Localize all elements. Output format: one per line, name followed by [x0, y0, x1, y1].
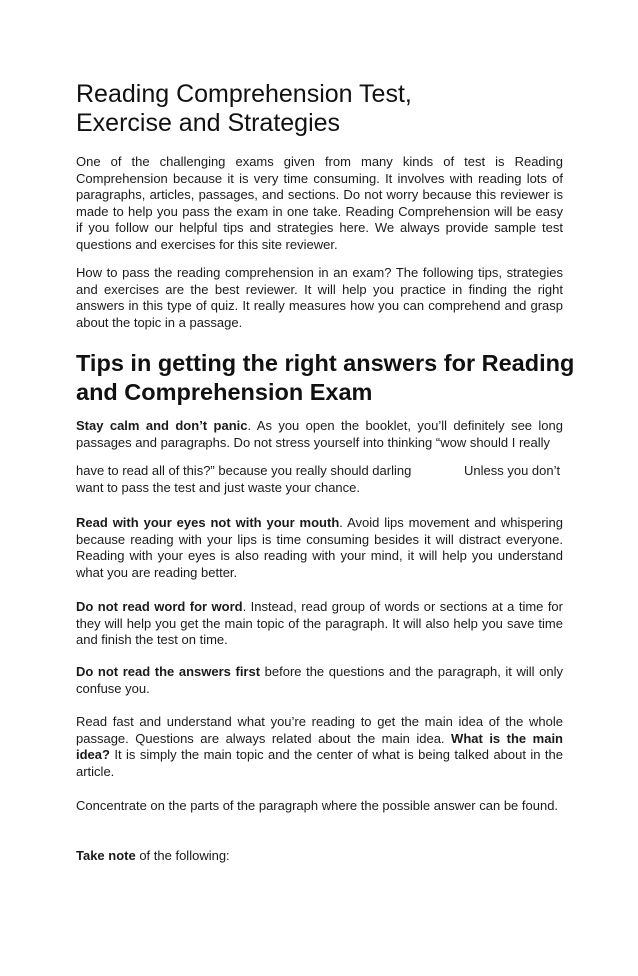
- tip-stay-calm-line-3-right: Unless you don’t: [464, 463, 561, 478]
- intro-paragraph-2: How to pass the reading comprehension in an exam? The following tips, strategies and exercises are the best reviewer. It will help you practice in finding the right answers in this type of quiz. It really measures how you can comprehend and grasp about the topic in a passage.: [76, 265, 563, 330]
- heading-line-1: Tips in getting the right answers for Reading: [76, 350, 575, 376]
- tip-read-eyes-text: . Avoid lips movement and whispering because reading with your lips is time consuming besides it will distract everyone. Reading with your eyes is also reading with your mind, it will help you understand what you are reading better.: [76, 515, 563, 580]
- tip-word-for-word-bold: Do not read word for word: [76, 599, 243, 614]
- tip-take-note-bold: Take note: [76, 848, 136, 863]
- document-title: [76, 80, 576, 138]
- tip-answers-first: [76, 664, 563, 697]
- tip-stay-calm-text: . As you open the booklet, you’ll definitely see long passages and paragraphs. Do not stress yourself into thinking “wow should I really: [76, 418, 563, 450]
- intro-paragraph-1: One of the challenging exams given from many kinds of test is Reading Comprehension because it is very time consuming. It involves with reading lots of paragraphs, articles, passages, and sections. Do not worry because this reviewer is made to help you pass the exam in one take. Reading Comprehension will be easy if you follow our helpful tips and strategies here. We always provide sample test questions and exercises for this site reviewer.: [76, 154, 563, 252]
- tip-answers-first-text: before the questions and the paragraph, it will only confuse you.: [76, 664, 563, 696]
- tip-stay-calm-line-4: want to pass the test and just waste your chance.: [76, 480, 360, 495]
- tip-read-fast: [76, 714, 563, 780]
- tip-word-for-word-text: . Instead, read group of words or sections at a time for they will help you get the main topic of the paragraph. It will also help you save time and finish the test on time.: [76, 599, 563, 648]
- title-line-2: Exercise and Strategies: [76, 109, 341, 137]
- tip-stay-calm-bold: Stay calm and don’t panic: [76, 418, 248, 433]
- tip-concentrate: Concentrate on the parts of the paragraph where the possible answer can be found.: [76, 798, 559, 813]
- tip-answers-first-bold: Do not read the answers first: [76, 664, 261, 679]
- title-line-1: Reading Comprehension Test,: [76, 80, 412, 108]
- tip-read-fast-bold: What is the main idea?: [76, 730, 564, 763]
- heading-line-2: and Comprehension Exam: [76, 379, 373, 405]
- tip-stay-calm: [76, 418, 563, 451]
- tip-read-eyes-bold: Read with your eyes not with your mouth: [76, 515, 340, 530]
- tip-stay-calm-line-3-left: have to read all of this?” because you really should darling: [76, 463, 412, 478]
- tip-read-eyes: [76, 515, 563, 581]
- tip-word-for-word: [76, 599, 563, 649]
- tip-take-note: [76, 848, 563, 865]
- tip-take-note-text: of the following:: [135, 848, 230, 863]
- tip-stay-calm-line-3: [76, 463, 563, 480]
- tip-read-fast-text-b: It is simply the main topic and the center of what is being talked about in the article.: [76, 747, 563, 779]
- tip-read-fast-text-a: Read fast and understand what you’re reading to get the main idea of the whole passage. Questions are always related about the main idea.: [76, 714, 563, 746]
- section-heading: [76, 349, 576, 407]
